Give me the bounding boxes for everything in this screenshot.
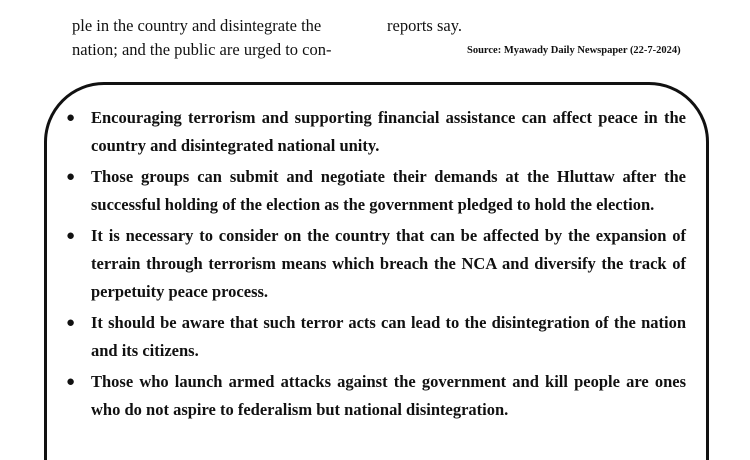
article-right-column — [387, 0, 707, 38]
bullet-list — [62, 104, 686, 427]
bullet-icon: ● — [66, 315, 76, 331]
bullet-text: It is necessary to consider on the country that can be affected by the expansion of terrain through terrorism means which breach the NCA and diversify the track of perpetuity peace process. — [91, 226, 686, 301]
cut-off-line — [72, 0, 372, 14]
bullet-icon: ● — [66, 169, 76, 185]
list-item — [62, 104, 686, 160]
bullet-icon: ● — [66, 374, 76, 390]
bullet-icon: ● — [66, 110, 76, 126]
bullet-text: Those groups can submit and negotiate their demands at the Hluttaw after the successful holding of the election as the government pledged to hold the election. — [91, 167, 686, 214]
source-citation: Source: Myawady Daily Newspaper (22-7-2024) — [467, 45, 681, 56]
bullet-text: Those who launch armed attacks against the government and kill people are ones who do not aspire to federalism but national disintegration. — [91, 372, 686, 419]
article-text-line: reports say. — [387, 16, 462, 35]
list-item — [62, 163, 686, 219]
bullet-text: Encouraging terrorism and supporting financial assistance can affect peace in the country and disintegrated national unity. — [91, 108, 686, 155]
article-text-line: ple in the country and disintegrate the — [72, 16, 322, 35]
list-item — [62, 222, 686, 306]
list-item — [62, 309, 686, 365]
list-item — [62, 368, 686, 424]
bullet-icon: ● — [66, 228, 76, 244]
article-text-line: nation; and the public are urged to con- — [72, 40, 332, 59]
article-left-column — [72, 0, 372, 62]
bullet-text: It should be aware that such terror acts can lead to the disintegration of the nation and its citizens. — [91, 313, 686, 360]
cut-off-line — [387, 0, 707, 14]
